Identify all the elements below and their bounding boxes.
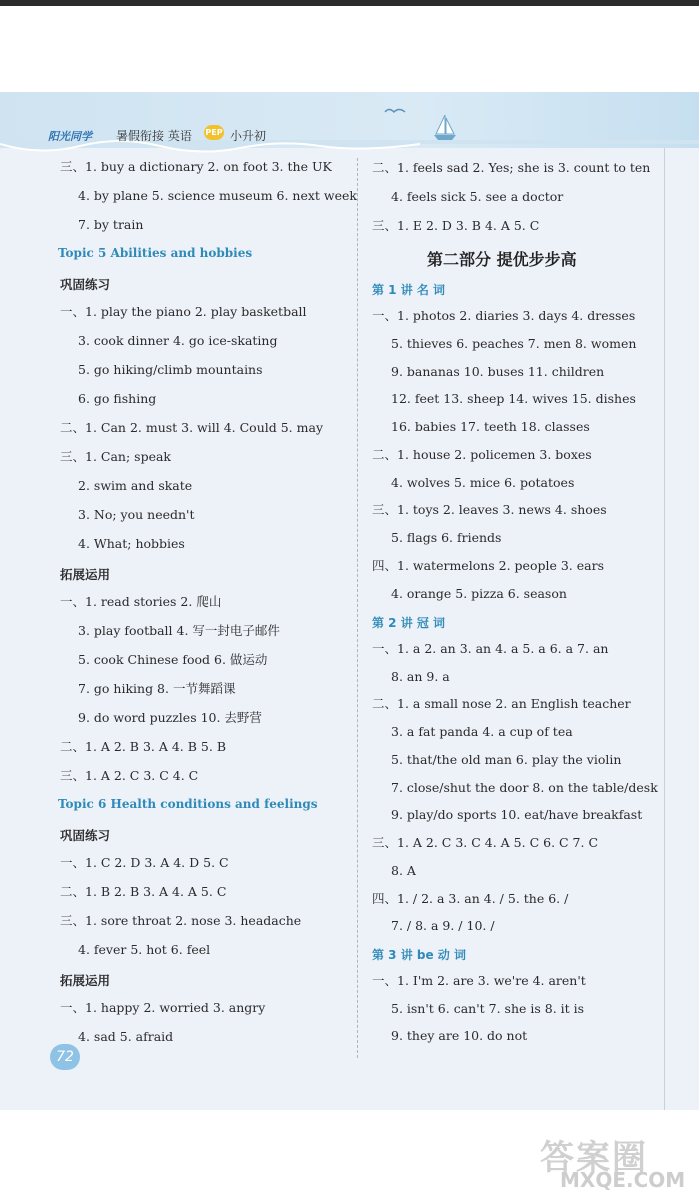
left-section: 巩固练习 — [60, 828, 111, 843]
left-answer-line: 4. fever 5. hot 6. feel — [78, 942, 211, 957]
left-answer-line: 三、1. Can; speak — [60, 449, 171, 464]
left-answer-line: 一、1. happy 2. worried 3. angry — [60, 1000, 266, 1015]
left-answer-line: 一、1. read stories 2. 爬山 — [60, 594, 222, 609]
top-bar — [0, 0, 699, 6]
right-answer-line: 7. close/shut the door 8. on the table/desk — [391, 780, 658, 795]
right-answer-line: 三、1. toys 2. leaves 3. news 4. shoes — [372, 502, 607, 517]
left-answer-line: 9. do word puzzles 10. 去野营 — [78, 710, 262, 725]
left-answer-line: 一、1. play the piano 2. play basketball — [60, 304, 307, 319]
right-answer-line: 4. feels sick 5. see a doctor — [391, 189, 564, 204]
right-answer-line: 4. wolves 5. mice 6. potatoes — [391, 475, 575, 490]
left-section: 巩固练习 — [60, 277, 111, 292]
right-answer-line: 三、1. E 2. D 3. B 4. A 5. C — [372, 218, 540, 233]
right-answer-line: 四、1. / 2. a 3. an 4. / 5. the 6. / — [372, 891, 569, 906]
right-answer-line: 4. orange 5. pizza 6. season — [391, 586, 567, 601]
right-answer-line: 7. / 8. a 9. / 10. / — [391, 918, 495, 933]
left-answer-line: 3. cook dinner 4. go ice-skating — [78, 333, 278, 348]
watermark-site: MXQE.COM — [560, 1168, 686, 1192]
right-answer-line: 一、1. I'm 2. are 3. we're 4. aren't — [372, 973, 586, 988]
left-answer-line: 5. go hiking/climb mountains — [78, 362, 263, 377]
right-answer-line: 12. feet 13. sheep 14. wives 15. dishes — [391, 391, 636, 406]
sailboat-icon — [430, 112, 460, 142]
right-bigtitle: 第二部分 提优步步高 — [427, 250, 577, 269]
right-answer-line: 5. thieves 6. peaches 7. men 8. women — [391, 336, 637, 351]
left-answer-line: 二、1. Can 2. must 3. will 4. Could 5. may — [60, 420, 324, 435]
edition-badge: PEP — [204, 125, 224, 140]
right-answer-line: 二、1. a small nose 2. an English teacher — [372, 696, 631, 711]
column-divider — [357, 158, 358, 1058]
left-answer-line: 3. No; you needn't — [78, 507, 195, 522]
right-answer-line: 三、1. A 2. C 3. C 4. A 5. C 6. C 7. C — [372, 835, 599, 850]
left-answer-line: 4. What; hobbies — [78, 536, 185, 551]
left-answer-line: 7. by train — [78, 217, 144, 232]
right-answer-line: 5. flags 6. friends — [391, 530, 502, 545]
right-lecture: 第 2 讲 冠 词 — [372, 616, 446, 630]
right-answer-line: 3. a fat panda 4. a cup of tea — [391, 724, 573, 739]
left-answer-line: 5. cook Chinese food 6. 做运动 — [78, 652, 268, 667]
left-answer-line: 三、1. A 2. C 3. C 4. C — [60, 768, 199, 783]
right-answer-line: 8. A — [391, 863, 416, 878]
right-answer-line: 16. babies 17. teeth 18. classes — [391, 419, 590, 434]
page-number: 72 — [50, 1044, 80, 1070]
right-answer-line: 9. they are 10. do not — [391, 1028, 528, 1043]
brand-logo: 阳光同学 — [48, 130, 92, 143]
watermark-logo: 答案圈 — [540, 1138, 648, 1178]
right-answer-line: 5. isn't 6. can't 7. she is 8. it is — [391, 1001, 585, 1016]
left-answer-line: 4. sad 5. afraid — [78, 1029, 174, 1044]
left-answer-line: 3. play football 4. 写一封电子邮件 — [78, 623, 280, 638]
left-topic: Topic 5 Abilities and hobbies — [58, 246, 253, 260]
seagull-icon — [384, 106, 406, 116]
right-answer-line: 5. that/the old man 6. play the violin — [391, 752, 622, 767]
left-answer-line: 三、1. sore throat 2. nose 3. headache — [60, 913, 302, 928]
right-answer-line: 9. play/do sports 10. eat/have breakfast — [391, 807, 643, 822]
right-answer-line: 四、1. watermelons 2. people 3. ears — [372, 558, 604, 573]
page-edge — [664, 148, 665, 1110]
left-answer-line: 2. swim and skate — [78, 478, 193, 493]
header-subject: 暑假衔接 英语 — [116, 129, 192, 143]
right-answer-line: 二、1. feels sad 2. Yes; she is 3. count to ten — [372, 160, 651, 175]
left-section: 拓展运用 — [60, 973, 111, 988]
left-topic: Topic 6 Health conditions and feelings — [58, 797, 318, 811]
left-answer-line: 二、1. A 2. B 3. A 4. B 5. B — [60, 739, 227, 754]
right-lecture: 第 3 讲 be 动 词 — [372, 948, 466, 962]
left-answer-line: 4. by plane 5. science museum 6. next week — [78, 188, 357, 203]
left-answer-line: 7. go hiking 8. 一节舞蹈课 — [78, 681, 236, 696]
left-answer-line: 二、1. B 2. B 3. A 4. A 5. C — [60, 884, 227, 899]
left-section: 拓展运用 — [60, 567, 111, 582]
left-answer-line: 一、1. C 2. D 3. A 4. D 5. C — [60, 855, 229, 870]
right-answer-line: 一、1. a 2. an 3. an 4. a 5. a 6. a 7. an — [372, 641, 609, 656]
right-lecture: 第 1 讲 名 词 — [372, 283, 446, 297]
right-answer-line: 一、1. photos 2. diaries 3. days 4. dresses — [372, 308, 636, 323]
right-answer-line: 9. bananas 10. buses 11. children — [391, 364, 605, 379]
right-answer-line: 二、1. house 2. policemen 3. boxes — [372, 447, 592, 462]
right-answer-line: 8. an 9. a — [391, 669, 450, 684]
left-answer-line: 6. go fishing — [78, 391, 157, 406]
left-answer-line: 三、1. buy a dictionary 2. on foot 3. the UK — [60, 159, 332, 174]
header-grade: 小升初 — [230, 129, 267, 143]
header-wave-decoration — [0, 140, 699, 158]
